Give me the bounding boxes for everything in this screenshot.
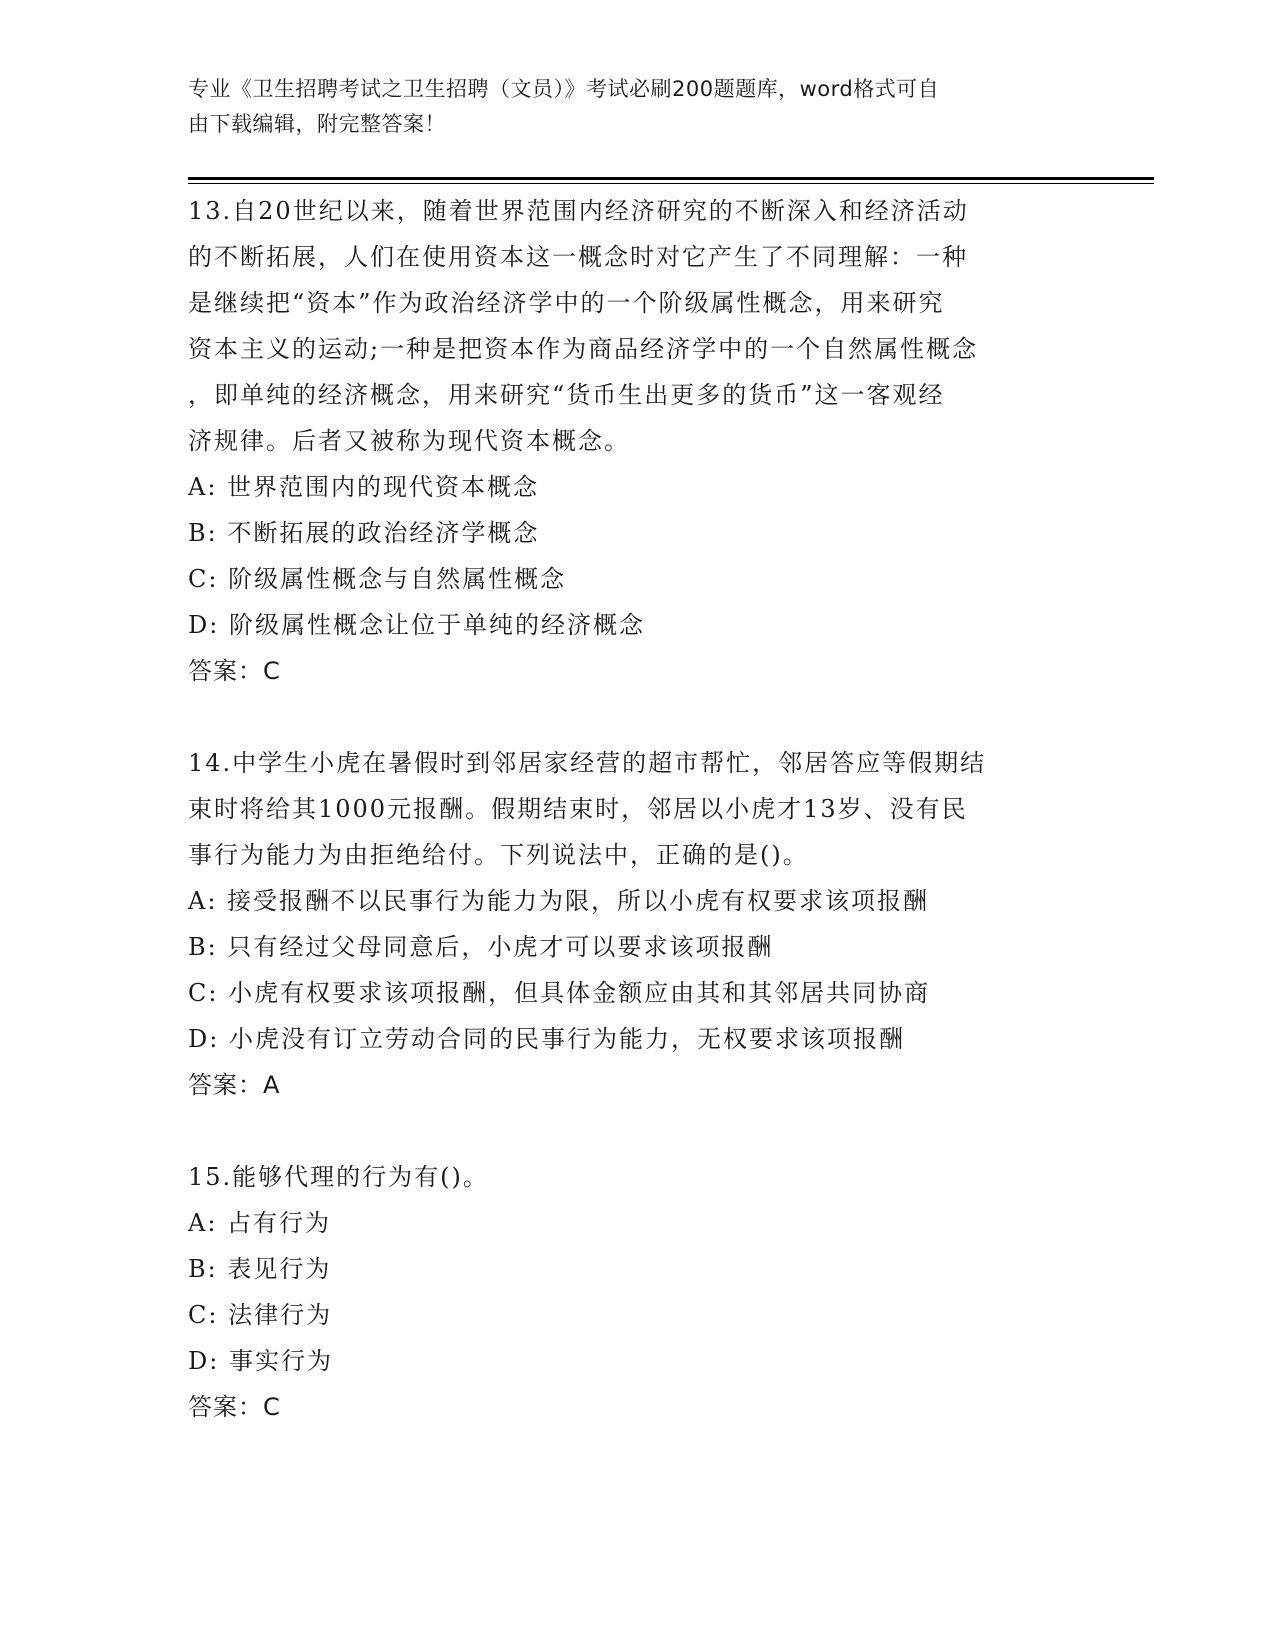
header-rule-thick	[188, 177, 1154, 180]
answer: 答案：C	[188, 657, 281, 685]
option-b: B: 表见行为	[188, 1255, 332, 1283]
question-stem-line: 的不断拓展，人们在使用资本这一概念时对它产生了不同理解：一种	[188, 243, 968, 271]
question-stem-line: ，即单纯的经济概念，用来研究“货币生出更多的货币”这一客观经	[188, 381, 945, 409]
question-15	[188, 1154, 1068, 1430]
option-a: A: 接受报酬不以民事行为能力为限，所以小虎有权要求该项报酬	[188, 887, 930, 915]
option-c: C: 阶级属性概念与自然属性概念	[188, 565, 567, 593]
header-rule-thin	[188, 183, 1154, 184]
header-line-1: 专业《卫生招聘考试之卫生招聘（文员）》考试必刷200题题库，word格式可自	[188, 77, 940, 101]
question-stem-line: 是继续把“资本”作为政治经济学中的一个阶级属性概念，用来研究	[188, 289, 945, 317]
option-c: C: 法律行为	[188, 1301, 333, 1329]
document-header	[188, 72, 1068, 142]
question-stem-line: 13.自20世纪以来，随着世界范围内经济研究的不断深入和经济活动	[188, 197, 969, 225]
question-stem-line: 资本主义的运动;一种是把资本作为商品经济学中的一个自然属性概念	[188, 335, 979, 363]
question-spacer	[188, 694, 1068, 740]
answer: 答案：A	[188, 1071, 281, 1099]
question-13	[188, 188, 1068, 694]
question-stem-line: 济规律。后者又被称为现代资本概念。	[188, 427, 630, 455]
answer: 答案：C	[188, 1393, 281, 1421]
option-b: B: 不断拓展的政治经济学概念	[188, 519, 540, 547]
option-d: D: 阶级属性概念让位于单纯的经济概念	[188, 611, 645, 639]
question-list	[188, 188, 1068, 1430]
question-stem-line: 事行为能力为由拒绝给付。下列说法中，正确的是()。	[188, 841, 809, 869]
option-b: B: 只有经过父母同意后，小虎才可以要求该项报酬	[188, 933, 774, 961]
header-line-2: 由下载编辑，附完整答案！	[188, 112, 446, 136]
option-c: C: 小虎有权要求该项报酬，但具体金额应由其和其邻居共同协商	[188, 979, 931, 1007]
question-spacer	[188, 1108, 1068, 1154]
question-stem-line: 束时将给其1000元报酬。假期结束时，邻居以小虎才13岁、没有民	[188, 795, 968, 823]
option-d: D: 事实行为	[188, 1347, 333, 1375]
question-14	[188, 740, 1068, 1108]
option-d: D: 小虎没有订立劳动合同的民事行为能力，无权要求该项报酬	[188, 1025, 905, 1053]
option-a: A: 占有行为	[188, 1209, 332, 1237]
option-a: A: 世界范围内的现代资本概念	[188, 473, 540, 501]
question-stem-line: 14.中学生小虎在暑假时到邻居家经营的超市帮忙，邻居答应等假期结	[188, 749, 987, 777]
question-stem-line: 15.能够代理的行为有()。	[188, 1163, 489, 1191]
